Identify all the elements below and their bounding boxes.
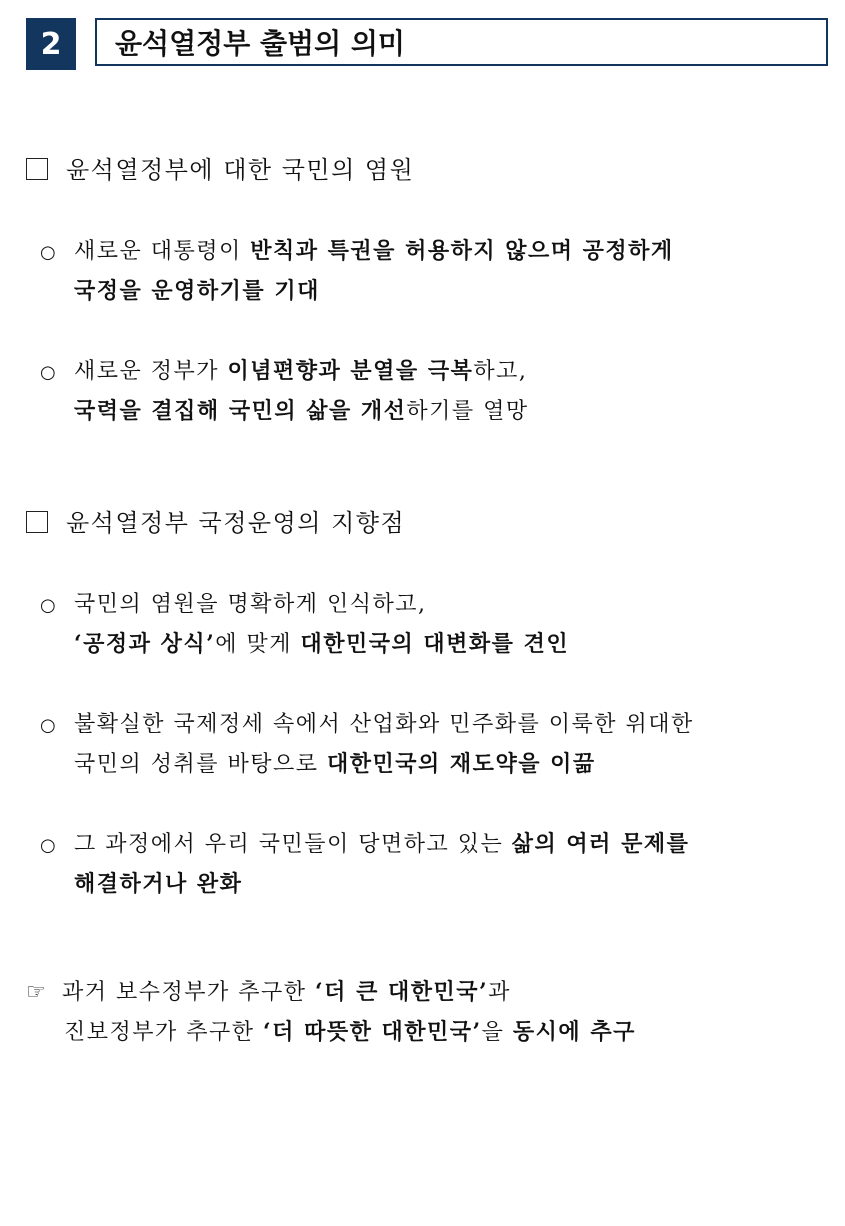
note-line-1: ☞ 과거 보수정부가 추구한 ‘더 큰 대한민국’과: [26, 979, 511, 1005]
list-item-continuation: 국력을 결집해 국민의 삶을 개선하기를 열망: [74, 398, 529, 424]
section-number-badge: 2: [26, 18, 76, 70]
page-title-text: 윤석열정부 출범의 의미: [115, 27, 405, 60]
checkbox-square-icon: [26, 158, 48, 180]
circle-bullet-icon: ○: [40, 715, 58, 736]
circle-bullet-icon: ○: [40, 595, 58, 616]
circle-bullet-icon: ○: [40, 362, 58, 383]
list-item-continuation: 국정을 운영하기를 기대: [74, 278, 320, 304]
list-item-continuation: 국민의 성취를 바탕으로 대한민국의 재도약을 이끎: [74, 751, 596, 777]
list-item: ○ 그 과정에서 우리 국민들이 당면하고 있는 삶의 여러 문제를: [40, 831, 690, 857]
pointing-hand-icon: ☞: [26, 980, 48, 1005]
list-item: ○ 새로운 대통령이 반칙과 특권을 허용하지 않으며 공정하게: [40, 238, 674, 264]
note-line-2: 진보정부가 추구한 ‘더 따뜻한 대한민국’을 동시에 추구: [64, 1019, 636, 1045]
circle-bullet-icon: ○: [40, 242, 58, 263]
list-item: ○ 불확실한 국제정세 속에서 산업화와 민주화를 이룩한 위대한: [40, 712, 694, 737]
list-item-continuation: ‘공정과 상식’에 맞게 대한민국의 대변화를 견인: [74, 631, 570, 657]
circle-bullet-icon: ○: [40, 835, 58, 856]
list-item-continuation: 해결하거나 완화: [74, 871, 243, 897]
list-item: ○ 새로운 정부가 이념편향과 분열을 극복하고,: [40, 358, 528, 384]
list-item: ○ 국민의 염원을 명확하게 인식하고,: [40, 592, 427, 617]
section-heading-1: 윤석열정부에 대한 국민의 염원: [26, 150, 414, 185]
checkbox-square-icon: [26, 511, 48, 533]
section-heading-2: 윤석열정부 국정운영의 지향점: [26, 503, 405, 538]
page-title: [95, 18, 828, 66]
